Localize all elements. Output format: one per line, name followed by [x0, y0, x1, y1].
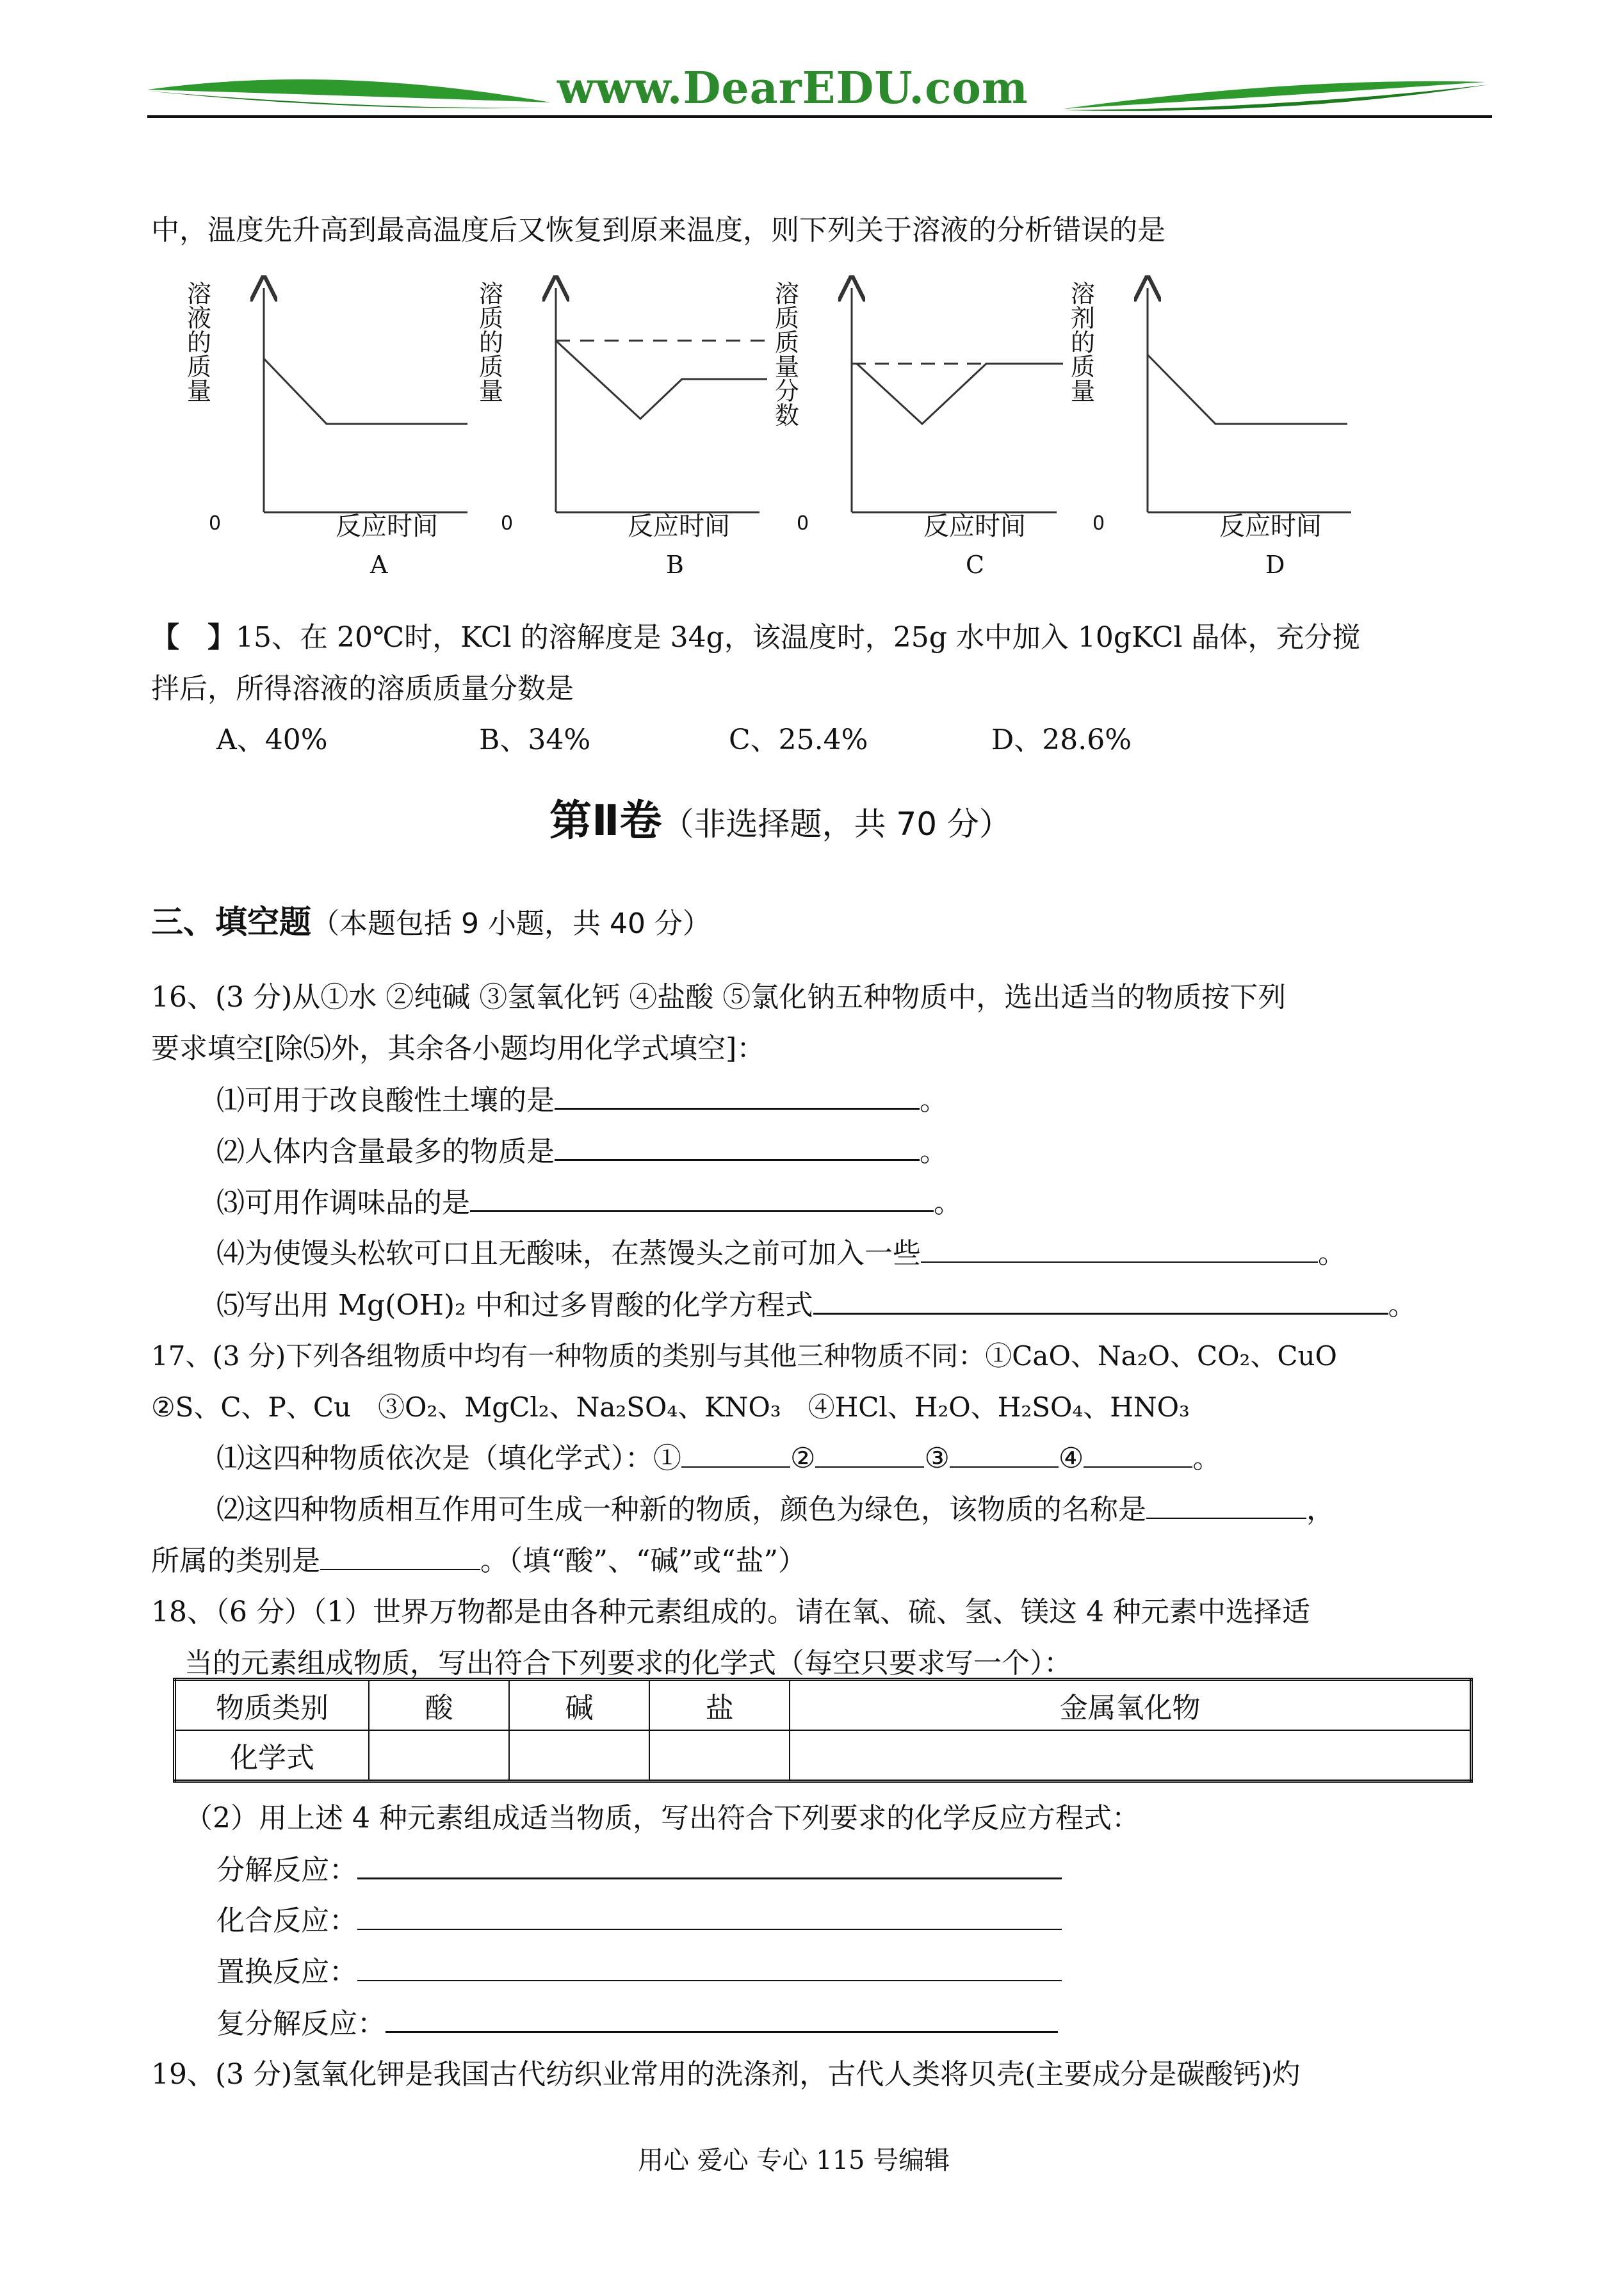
q16-item1	[216, 1082, 948, 1119]
graph-d-option-label: D	[1265, 551, 1285, 579]
q16-item1-text: ⑴可用于改良酸性土壤的是	[216, 1084, 555, 1117]
q16-line2: 要求填空[除⑸外，其余各小题均用化学式填空]：	[151, 1032, 765, 1065]
ylabel-char: 的	[478, 328, 503, 357]
graph-a	[264, 288, 467, 512]
answer-blank[interactable]	[921, 1236, 1318, 1263]
graph-c-option-label: C	[966, 551, 985, 579]
graph-d-origin: 0	[1092, 512, 1105, 535]
q19-line1: 19、(3 分)氢氧化钾是我国古代纺织业常用的洗涤剂，古代人类将贝壳(主要成分是碳酸钙)灼	[151, 2058, 1301, 2091]
mark-4: ④	[1058, 1442, 1084, 1475]
answer-blank[interactable]	[555, 1133, 920, 1161]
section2-heading	[549, 786, 1011, 847]
table-header-cell: 金属氧化物	[790, 1680, 1471, 1731]
answer-blank[interactable]	[470, 1185, 934, 1212]
q18-reaction-2	[216, 1903, 1062, 1939]
part3-heading	[151, 896, 711, 943]
q16-item2	[216, 1133, 948, 1170]
q17-item2-line2	[151, 1543, 806, 1579]
ylabel-char: 质	[774, 304, 799, 332]
ylabel-char: 溶	[186, 280, 211, 308]
answer-blank[interactable]	[681, 1441, 790, 1468]
answer-blank[interactable]	[1146, 1492, 1306, 1519]
answer-blank[interactable]	[555, 1082, 920, 1110]
q17-item2-prefix: 所属的类别是	[151, 1545, 320, 1577]
q15-option-a[interactable]: A、40%	[216, 724, 328, 756]
answer-blank[interactable]	[815, 1441, 924, 1468]
answer-blank[interactable]	[386, 2006, 1058, 2033]
q17-line2: ②S、C、P、Cu ③O₂、MgCl₂、Na₂SO₄、KNO₃ ④HCl、H₂O、H₂SO₄、HNO₃	[151, 1391, 1190, 1423]
table-header-cell: 物质类别	[175, 1680, 369, 1731]
table-answer-cell[interactable]	[369, 1730, 509, 1781]
intro-line: 中，温度先升高到最高温度后又恢复到原来温度，则下列关于溶液的分析错误的是	[151, 214, 1165, 247]
ylabel-char: 质	[1070, 353, 1095, 381]
page-footer: 用心 爱心 专心 115 号编辑	[638, 2146, 950, 2175]
mark-2: ②	[790, 1442, 816, 1475]
graph-c-xlabel: 反应时间	[923, 512, 1026, 541]
graph-d-xlabel: 反应时间	[1219, 512, 1322, 541]
q16-item4-text: ⑷为使馒头松软可口且无酸味，在蒸馒头之前可加入一些	[216, 1237, 921, 1270]
graphs-figure	[205, 275, 1434, 596]
q18-line1: 18、（6 分）（1）世界万物都是由各种元素组成的。请在氧、硫、氢、镁这 4 种元素中选择适	[151, 1596, 1310, 1628]
reaction-label: 化合反应：	[216, 1904, 357, 1937]
ylabel-char: 液	[186, 304, 211, 332]
answer-blank[interactable]	[813, 1287, 1388, 1315]
q18-line2: 当的元素组成物质，写出符合下列要求的化学式（每空只要求写一个）：	[184, 1647, 1072, 1680]
table-header-cell: 酸	[369, 1680, 509, 1731]
q17-item1	[216, 1441, 1221, 1477]
graph-b-ylabel	[476, 282, 506, 403]
ylabel-char: 溶	[774, 280, 799, 308]
ylabel-char: 量	[478, 377, 503, 405]
graph-c-origin: 0	[797, 512, 809, 535]
ylabel-char: 质	[478, 353, 503, 381]
graph-b-option-label: B	[666, 551, 684, 579]
mark-1: ①	[653, 1442, 681, 1475]
answer-blank[interactable]	[357, 1852, 1062, 1879]
end-mark: 。	[920, 1135, 948, 1168]
q17-item2-text: ⑵这四种物质相互作用可生成一种新的物质，颜色为绿色，该物质的名称是	[216, 1493, 1146, 1526]
ylabel-char: 溶	[1070, 280, 1095, 308]
q16-line1: 16、(3 分)从①水 ②纯碱 ③氢氧化钙 ④盐酸 ⑤氯化钠五种物质中，选出适当的物质按下列	[151, 981, 1287, 1014]
q18-reaction-1	[216, 1852, 1062, 1888]
q16-item4	[216, 1236, 1346, 1272]
graph-c	[852, 288, 1063, 512]
q17-item2-line1: ⑵这四种物质相互作用可生成一种新的物质，颜色为绿色，该物质的名称是 ，	[216, 1493, 1335, 1526]
q15-line2: 拌后，所得溶液的溶质质量分数是	[151, 672, 574, 705]
q18-part2-intro: （2）用上述 4 种元素组成适当物质，写出符合下列要求的化学反应方程式：	[184, 1802, 1140, 1835]
reaction-label: 分解反应：	[216, 1854, 357, 1886]
end-mark: 。	[920, 1084, 948, 1117]
answer-blank[interactable]	[1084, 1441, 1192, 1468]
answer-blank[interactable]	[950, 1441, 1059, 1468]
end-mark: 。	[1192, 1442, 1221, 1475]
graph-b-origin: 0	[501, 512, 514, 535]
part3-title: 三、填空题	[151, 904, 311, 941]
graph-b-xlabel: 反应时间	[628, 512, 730, 541]
table-answer-cell[interactable]	[509, 1730, 649, 1781]
header-banner	[141, 51, 1498, 128]
graph-d	[1148, 288, 1351, 512]
answer-bracket[interactable]: 【 】	[151, 621, 236, 654]
graph-a-option-label: A	[370, 551, 388, 579]
end-mark: 。	[1388, 1289, 1417, 1322]
q17-item1-text: ⑴这四种物质依次是（填化学式）：	[216, 1442, 653, 1475]
ylabel-char: 剂	[1070, 304, 1095, 332]
table-header-cell: 碱	[509, 1680, 649, 1731]
table-row	[175, 1680, 1472, 1731]
part3-subtitle: （本题包括 9 小题，共 40 分）	[311, 907, 711, 940]
ylabel-char: 的	[186, 328, 211, 357]
mark-3: ③	[924, 1442, 950, 1475]
ylabel-char: 质	[478, 304, 503, 332]
ylabel-char: 量	[774, 353, 799, 381]
ylabel-char: 质	[774, 328, 799, 357]
graph-a-xlabel: 反应时间	[336, 512, 438, 541]
q15-option-c[interactable]: C、25.4%	[729, 724, 868, 756]
end-mark: 。	[934, 1187, 962, 1219]
q15-text: 15、在 20℃时，KCl 的溶解度是 34g，该温度时，25g 水中加入 10gKCl 晶体，充分搅	[236, 621, 1361, 654]
q16-item5-text: ⑸写出用 Mg(OH)₂ 中和过多胃酸的化学方程式	[216, 1289, 813, 1322]
ylabel-char: 量	[1070, 377, 1095, 405]
table-row-label: 化学式	[175, 1730, 369, 1781]
q18-reaction-3	[216, 1954, 1062, 1990]
answer-blank[interactable]	[320, 1543, 480, 1570]
q17-line1: 17、(3 分)下列各组物质中均有一种物质的类别与其他三种物质不同：①CaO、Na₂O、CO₂、CuO	[151, 1340, 1337, 1372]
q16-item5	[216, 1287, 1417, 1324]
q16-item2-text: ⑵人体内含量最多的物质是	[216, 1135, 555, 1168]
graph-a-origin: 0	[209, 512, 222, 535]
table-answer-cell[interactable]	[790, 1730, 1471, 1781]
ylabel-char: 溶	[478, 280, 503, 308]
ylabel-char: 量	[186, 377, 211, 405]
q18-table	[173, 1678, 1473, 1783]
table-row	[175, 1730, 1472, 1781]
reaction-label: 置换反应：	[216, 1956, 357, 1988]
graph-a-ylabel	[184, 282, 214, 403]
ylabel-char: 数	[774, 401, 799, 430]
table-header-cell: 盐	[649, 1680, 790, 1731]
ylabel-char: 质	[186, 353, 211, 381]
site-logo-text[interactable]: www.DearEDU.com	[557, 63, 1028, 114]
ylabel-char: 分	[774, 377, 799, 405]
graph-c-ylabel	[772, 282, 802, 428]
q15-option-d[interactable]: D、28.6%	[991, 724, 1132, 756]
answer-blank[interactable]	[357, 1903, 1062, 1930]
q16-item3	[216, 1185, 962, 1221]
section2-subtitle: （非选择题，共 70 分）	[662, 806, 1011, 843]
q15-option-b[interactable]: B、34%	[479, 724, 591, 756]
q17-item2-suffix: 。（填“酸”、“碱”或“盐”）	[480, 1545, 806, 1577]
q18-reaction-4	[216, 2006, 1058, 2042]
section2-title: 第Ⅱ卷	[549, 796, 662, 845]
graph-d-ylabel	[1068, 282, 1098, 403]
ylabel-char: 的	[1070, 328, 1095, 357]
answer-blank[interactable]	[357, 1954, 1062, 1981]
q15-line1	[151, 620, 1360, 656]
table-answer-cell[interactable]	[649, 1730, 790, 1781]
reaction-label: 复分解反应：	[216, 2007, 386, 2040]
graph-b	[556, 288, 774, 512]
end-mark: 。	[1318, 1237, 1346, 1270]
q16-item3-text: ⑶可用作调味品的是	[216, 1187, 470, 1219]
